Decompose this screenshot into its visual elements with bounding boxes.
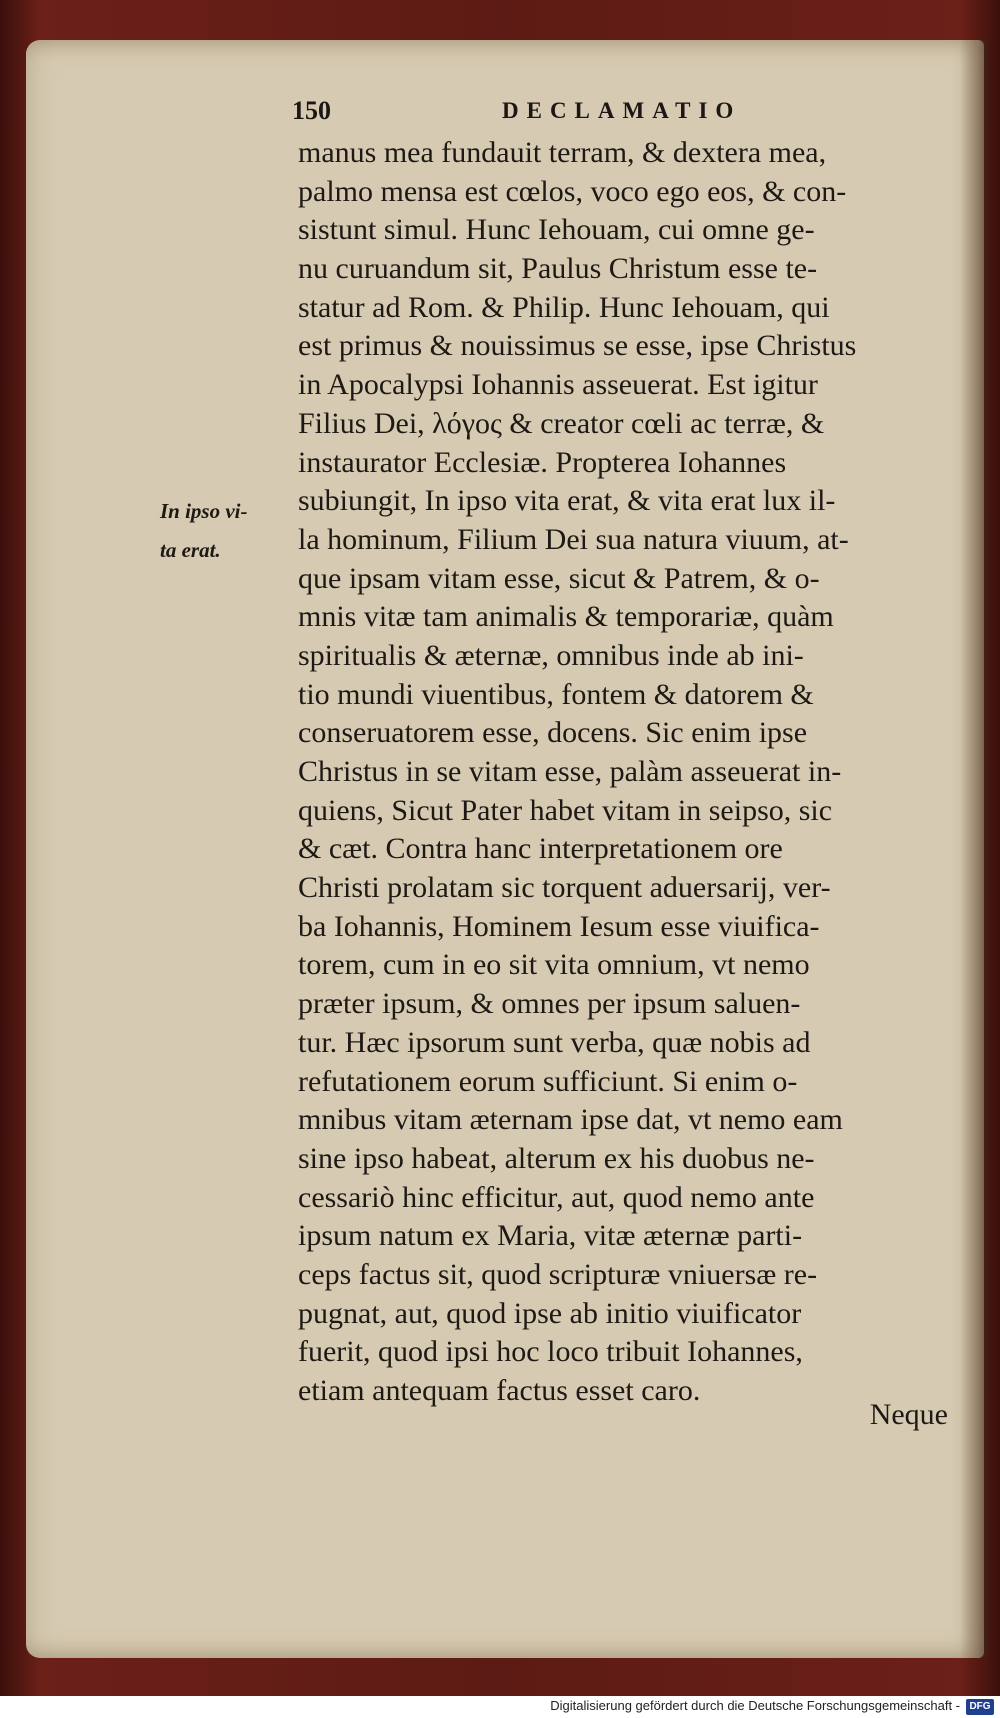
text-line: nu curuandum sit, Paulus Christum esse te- [298,252,818,286]
text-line: palmo mensa est cœlos, voco ego eos, & con- [298,174,847,208]
text-line: etiam antequam factus esset caro. [298,1374,701,1407]
page-edge-shadow [960,40,990,1658]
text-line: est primus & nouissimus se esse, ipse Christus [298,329,857,363]
page-header [292,96,742,130]
text-line: sine ipso habeat, alterum ex his duobus ne- [298,1141,815,1175]
text-line: ceps factus sit, quod scripturæ vniuersæ re- [298,1257,818,1291]
text-line: spiritualis & æternæ, omnibus inde ab ini- [298,638,804,672]
text-line: que ipsam vitam esse, sicut & Patrem, & o- [298,561,820,595]
marginal-note-line: In ipso vi- [160,499,248,523]
text-line: conseruatorem esse, docens. Sic enim ipse [298,716,808,750]
text-line: Filius Dei, λόγος & creator cœli ac terræ, & [298,406,825,440]
marginal-note-line: ta erat. [160,537,221,562]
text-line: refutationem eorum sufficiunt. Si enim o- [298,1064,798,1098]
text-line: la hominum, Filium Dei sua natura viuum, at- [298,522,849,556]
text-line: subiungit, In ipso vita erat, & vita erat lux il- [298,484,836,518]
text-line: & cæt. Contra hanc interpretationem ore [298,832,783,866]
text-line: instaurator Ecclesiæ. Propterea Iohannes [298,445,787,479]
text-line: ipsum natum ex Maria, vitæ æternæ parti- [298,1219,803,1253]
text-line: Christus in se vitam esse, palàm asseuerat in- [298,755,842,788]
body-text [298,134,946,1411]
funding-credit: Digitalisierung gefördert durch die Deutsche Forschungsgemeinschaft - [550,1698,960,1713]
marginal-note [160,492,300,569]
text-line: manus mea fundauit terram, & dextera mea, [298,136,827,169]
catchword: Neque [869,1398,948,1431]
text-line: mnibus vitam æternam ipse dat, vt nemo eam [298,1103,843,1137]
text-line: mnis vitæ tam animalis & temporariæ, quàm [298,600,834,634]
text-line: in Apocalypsi Iohannis asseuerat. Est igitur [298,368,818,402]
text-line: tio mundi viuentibus, fontem & datorem & [298,677,814,711]
dfg-logo: DFG [966,1699,994,1715]
text-line: ba Iohannis, Hominem Iesum esse viuifica- [298,909,820,943]
text-line: tur. Hæc ipsorum sunt verba, quæ nobis ad [298,1025,811,1059]
text-line: torem, cum in eo sit vita omnium, vt nemo [298,948,810,982]
text-line: quiens, Sicut Pater habet vitam in seipso, sic [298,793,833,827]
text-line: fuerit, quod ipsi hoc loco tribuit Iohannes, [298,1335,803,1369]
text-line: pugnat, aut, quod ipse ab initio viuificator [298,1296,802,1330]
running-head: DECLAMATIO [502,98,742,123]
digitization-footer [0,1696,1000,1718]
page-number: 150 [292,96,331,125]
text-line: cessariò hinc efficitur, aut, quod nemo ante [298,1180,815,1214]
text-line: statur ad Rom. & Philip. Hunc Iehouam, qui [298,290,830,324]
text-line: Christi prolatam sic torquent aduersarij, ver- [298,871,831,905]
text-line: præter ipsum, & omnes per ipsum saluen- [298,987,801,1021]
text-line: sistunt simul. Hunc Iehouam, cui omne ge- [298,213,815,247]
